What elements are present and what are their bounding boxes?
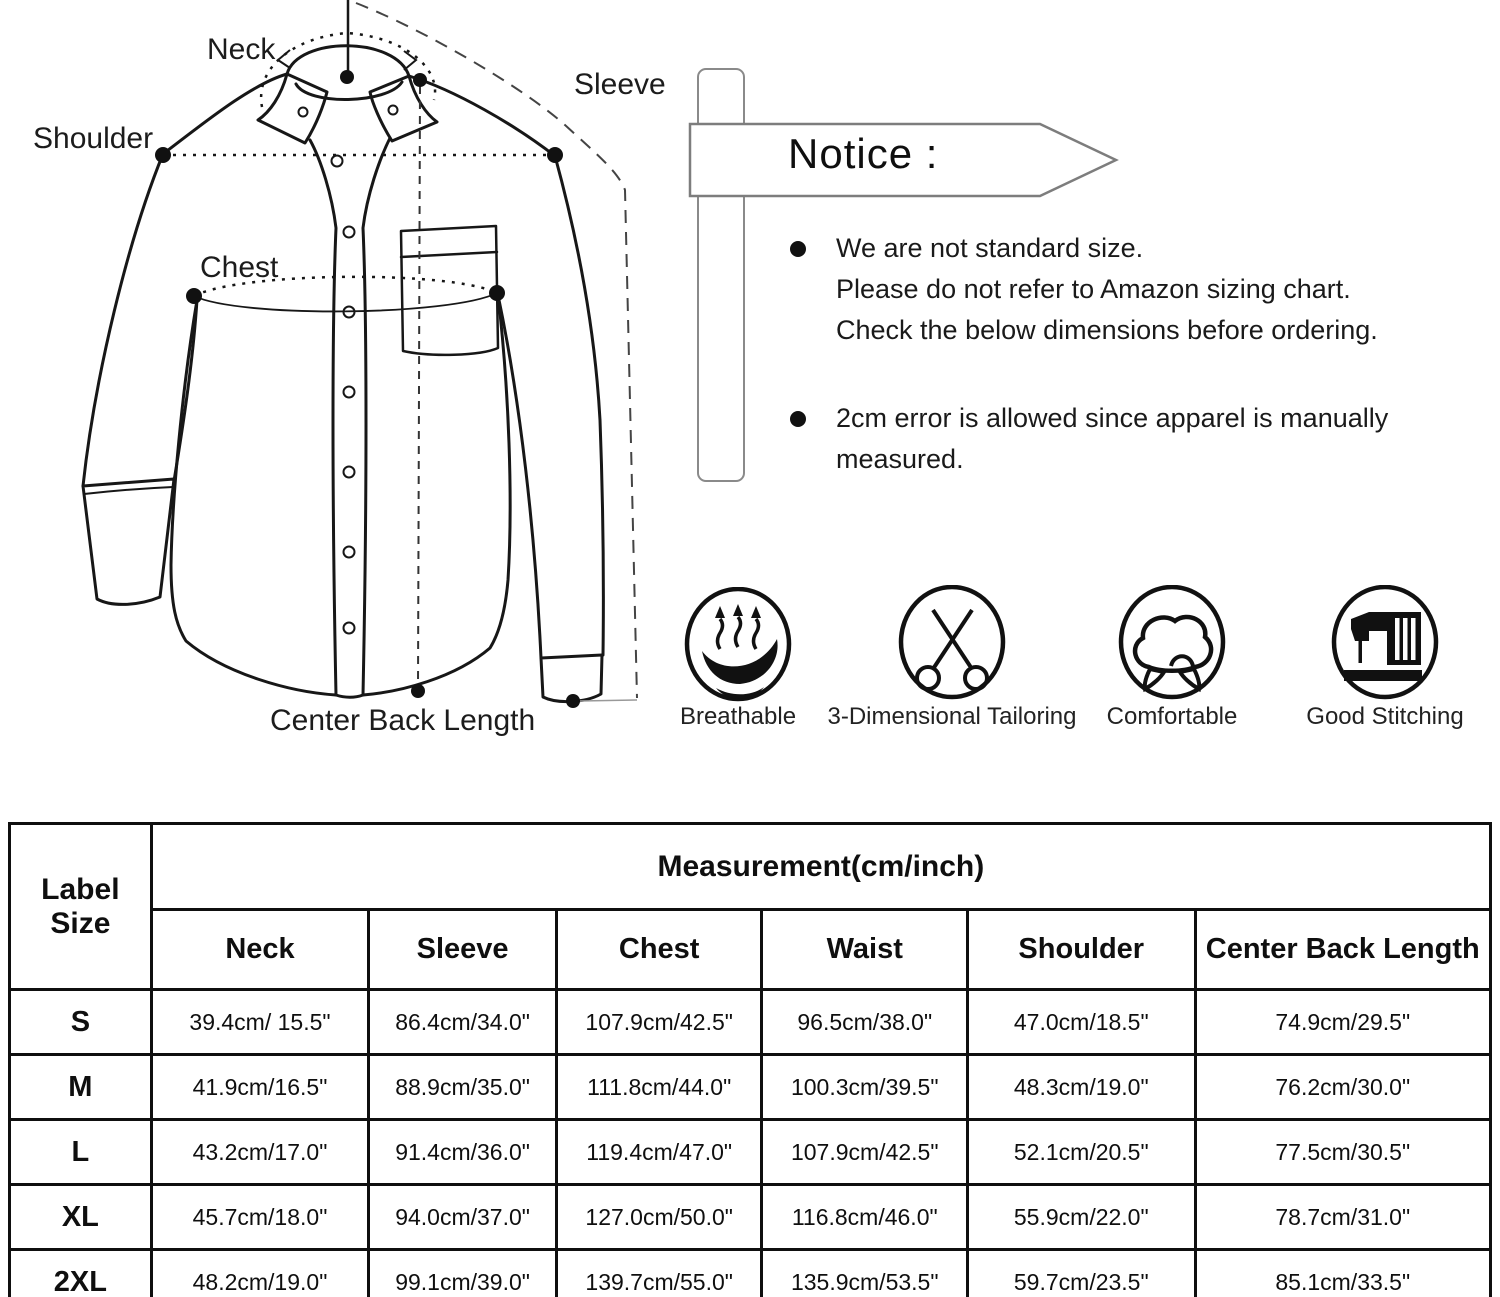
cell: 74.9cm/29.5" [1195, 990, 1491, 1055]
cell: 59.7cm/23.5" [968, 1250, 1195, 1297]
size-label: XL [10, 1185, 152, 1250]
cell: 52.1cm/20.5" [968, 1120, 1195, 1185]
tailoring-scissors-icon [896, 585, 1008, 703]
cell: 99.1cm/39.0" [369, 1250, 557, 1297]
breathable-label: Breathable [679, 703, 797, 730]
neck-label: Neck [207, 33, 276, 66]
size-label: M [10, 1055, 152, 1120]
notice-text-line: Check the below dimensions before ordering. [836, 315, 1378, 345]
col-header-neck: Neck [151, 910, 369, 990]
cell: 77.5cm/30.5" [1195, 1120, 1491, 1185]
notice-text-line: measured. [836, 444, 964, 474]
cell: 78.7cm/31.0" [1195, 1185, 1491, 1250]
bullet-icon [790, 241, 806, 257]
cell: 55.9cm/22.0" [968, 1185, 1195, 1250]
cell: 48.3cm/19.0" [968, 1055, 1195, 1120]
cotton-comfortable-icon [1116, 585, 1228, 703]
col-header-sleeve: Sleeve [369, 910, 557, 990]
col-header-chest: Chest [556, 910, 762, 990]
cell: 88.9cm/35.0" [369, 1055, 557, 1120]
sleeve-label: Sleeve [574, 68, 666, 101]
cell: 43.2cm/17.0" [151, 1120, 369, 1185]
center-back-length-label: Center Back Length [270, 704, 536, 737]
table-row [10, 1185, 1491, 1250]
cell: 116.8cm/46.0" [762, 1185, 968, 1250]
size-table [8, 822, 1492, 1297]
cell: 48.2cm/19.0" [151, 1250, 369, 1297]
notice-text-line: We are not standard size. [836, 233, 1144, 263]
shoulder-label: Shoulder [33, 122, 154, 155]
col-header-center-back-length: Center Back Length [1195, 910, 1491, 990]
cell: 96.5cm/38.0" [762, 990, 968, 1055]
cell: 119.4cm/47.0" [556, 1120, 762, 1185]
cell: 91.4cm/36.0" [369, 1120, 557, 1185]
bullet-icon [790, 411, 806, 427]
comfortable-label: Comfortable [1106, 703, 1238, 730]
shirt-buttons [299, 106, 398, 634]
cell: 41.9cm/16.5" [151, 1055, 369, 1120]
table-row [10, 1120, 1491, 1185]
cell: 94.0cm/37.0" [369, 1185, 557, 1250]
cell: 139.7cm/55.0" [556, 1250, 762, 1297]
cell: 45.7cm/18.0" [151, 1185, 369, 1250]
cell: 100.3cm/39.5" [762, 1055, 968, 1120]
notice-title: Notice : [788, 130, 939, 177]
cell: 107.9cm/42.5" [762, 1120, 968, 1185]
size-label: 2XL [10, 1250, 152, 1297]
cell: 85.1cm/33.5" [1195, 1250, 1491, 1297]
cell: 107.9cm/42.5" [556, 990, 762, 1055]
size-label: L [10, 1120, 152, 1185]
cell: 47.0cm/18.5" [968, 990, 1195, 1055]
cell: 111.8cm/44.0" [556, 1055, 762, 1120]
cell: 127.0cm/50.0" [556, 1185, 762, 1250]
table-row [10, 1055, 1491, 1120]
good-stitching-label: Good Stitching [1306, 703, 1464, 730]
cell: 135.9cm/53.5" [762, 1250, 968, 1297]
notice-text-line: Please do not refer to Amazon sizing chart. [836, 274, 1351, 304]
tailoring-label: 3-Dimensional Tailoring [827, 703, 1077, 730]
table-title: Measurement(cm/inch) [151, 824, 1490, 910]
cell: 86.4cm/34.0" [369, 990, 557, 1055]
col-header-shoulder: Shoulder [968, 910, 1195, 990]
cell: 39.4cm/ 15.5" [151, 990, 369, 1055]
table-row [10, 1250, 1491, 1297]
col-header-waist: Waist [762, 910, 968, 990]
chest-label: Chest [200, 251, 279, 284]
size-label: S [10, 990, 152, 1055]
table-corner-label: Label Size [10, 824, 152, 990]
notice-text-line: 2cm error is allowed since apparel is manually [836, 403, 1389, 433]
sewing-machine-icon [1329, 585, 1441, 703]
table-row [10, 990, 1491, 1055]
breathable-icon [682, 587, 794, 705]
shirt-diagram-svg [0, 0, 680, 770]
cell: 76.2cm/30.0" [1195, 1055, 1491, 1120]
